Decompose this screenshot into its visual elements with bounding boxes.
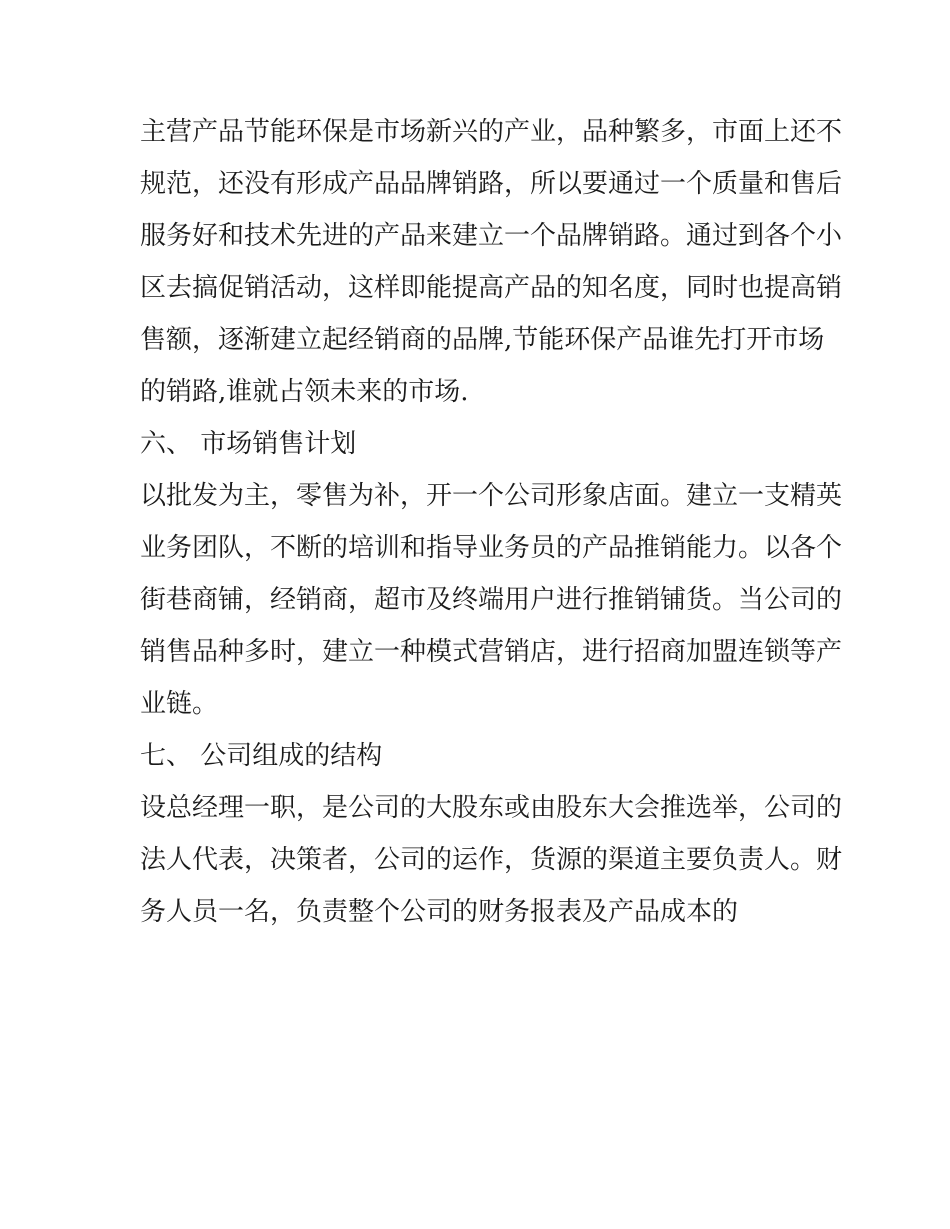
paragraph-line: 业链。 — [140, 689, 219, 719]
paragraph-line: 法人代表，决策者，公司的运作，货源的渠道主要负责人。财 — [140, 845, 843, 875]
paragraph-line: 规范，还没有形成产品品牌销路，所以要通过一个质量和售后 — [140, 169, 843, 199]
section-heading: 七、 公司组成的结构 — [140, 741, 383, 771]
paragraph-line: 售额，逐渐建立起经销商的品牌,节能环保产品谁先打开市场 — [140, 325, 825, 355]
paragraph-line: 业务团队，不断的培训和指导业务员的产品推销能力。以各个 — [140, 533, 843, 563]
paragraph-line: 服务好和技术先进的产品来建立一个品牌销路。通过到各个小 — [140, 221, 843, 251]
paragraph-line: 务人员一名，负责整个公司的财务报表及产品成本的 — [140, 897, 739, 927]
paragraph-line: 以批发为主，零售为补，开一个公司形象店面。建立一支精英 — [140, 481, 843, 511]
paragraph-line: 的销路,谁就占领未来的市场. — [140, 377, 469, 407]
paragraph-line: 街巷商铺，经销商，超市及终端用户进行推销铺货。当公司的 — [140, 585, 843, 615]
paragraph-line: 设总经理一职，是公司的大股东或由股东大会推选举，公司的 — [140, 793, 843, 823]
section-heading: 六、 市场销售计划 — [140, 429, 357, 459]
paragraph-line: 区去搞促销活动，这样即能提高产品的知名度，同时也提高销 — [140, 273, 843, 303]
document-body — [140, 106, 843, 938]
paragraph-line: 主营产品节能环保是市场新兴的产业，品种繁多，市面上还不 — [140, 117, 843, 147]
paragraph-line: 销售品种多时，建立一种模式营销店，进行招商加盟连锁等产 — [140, 637, 843, 667]
